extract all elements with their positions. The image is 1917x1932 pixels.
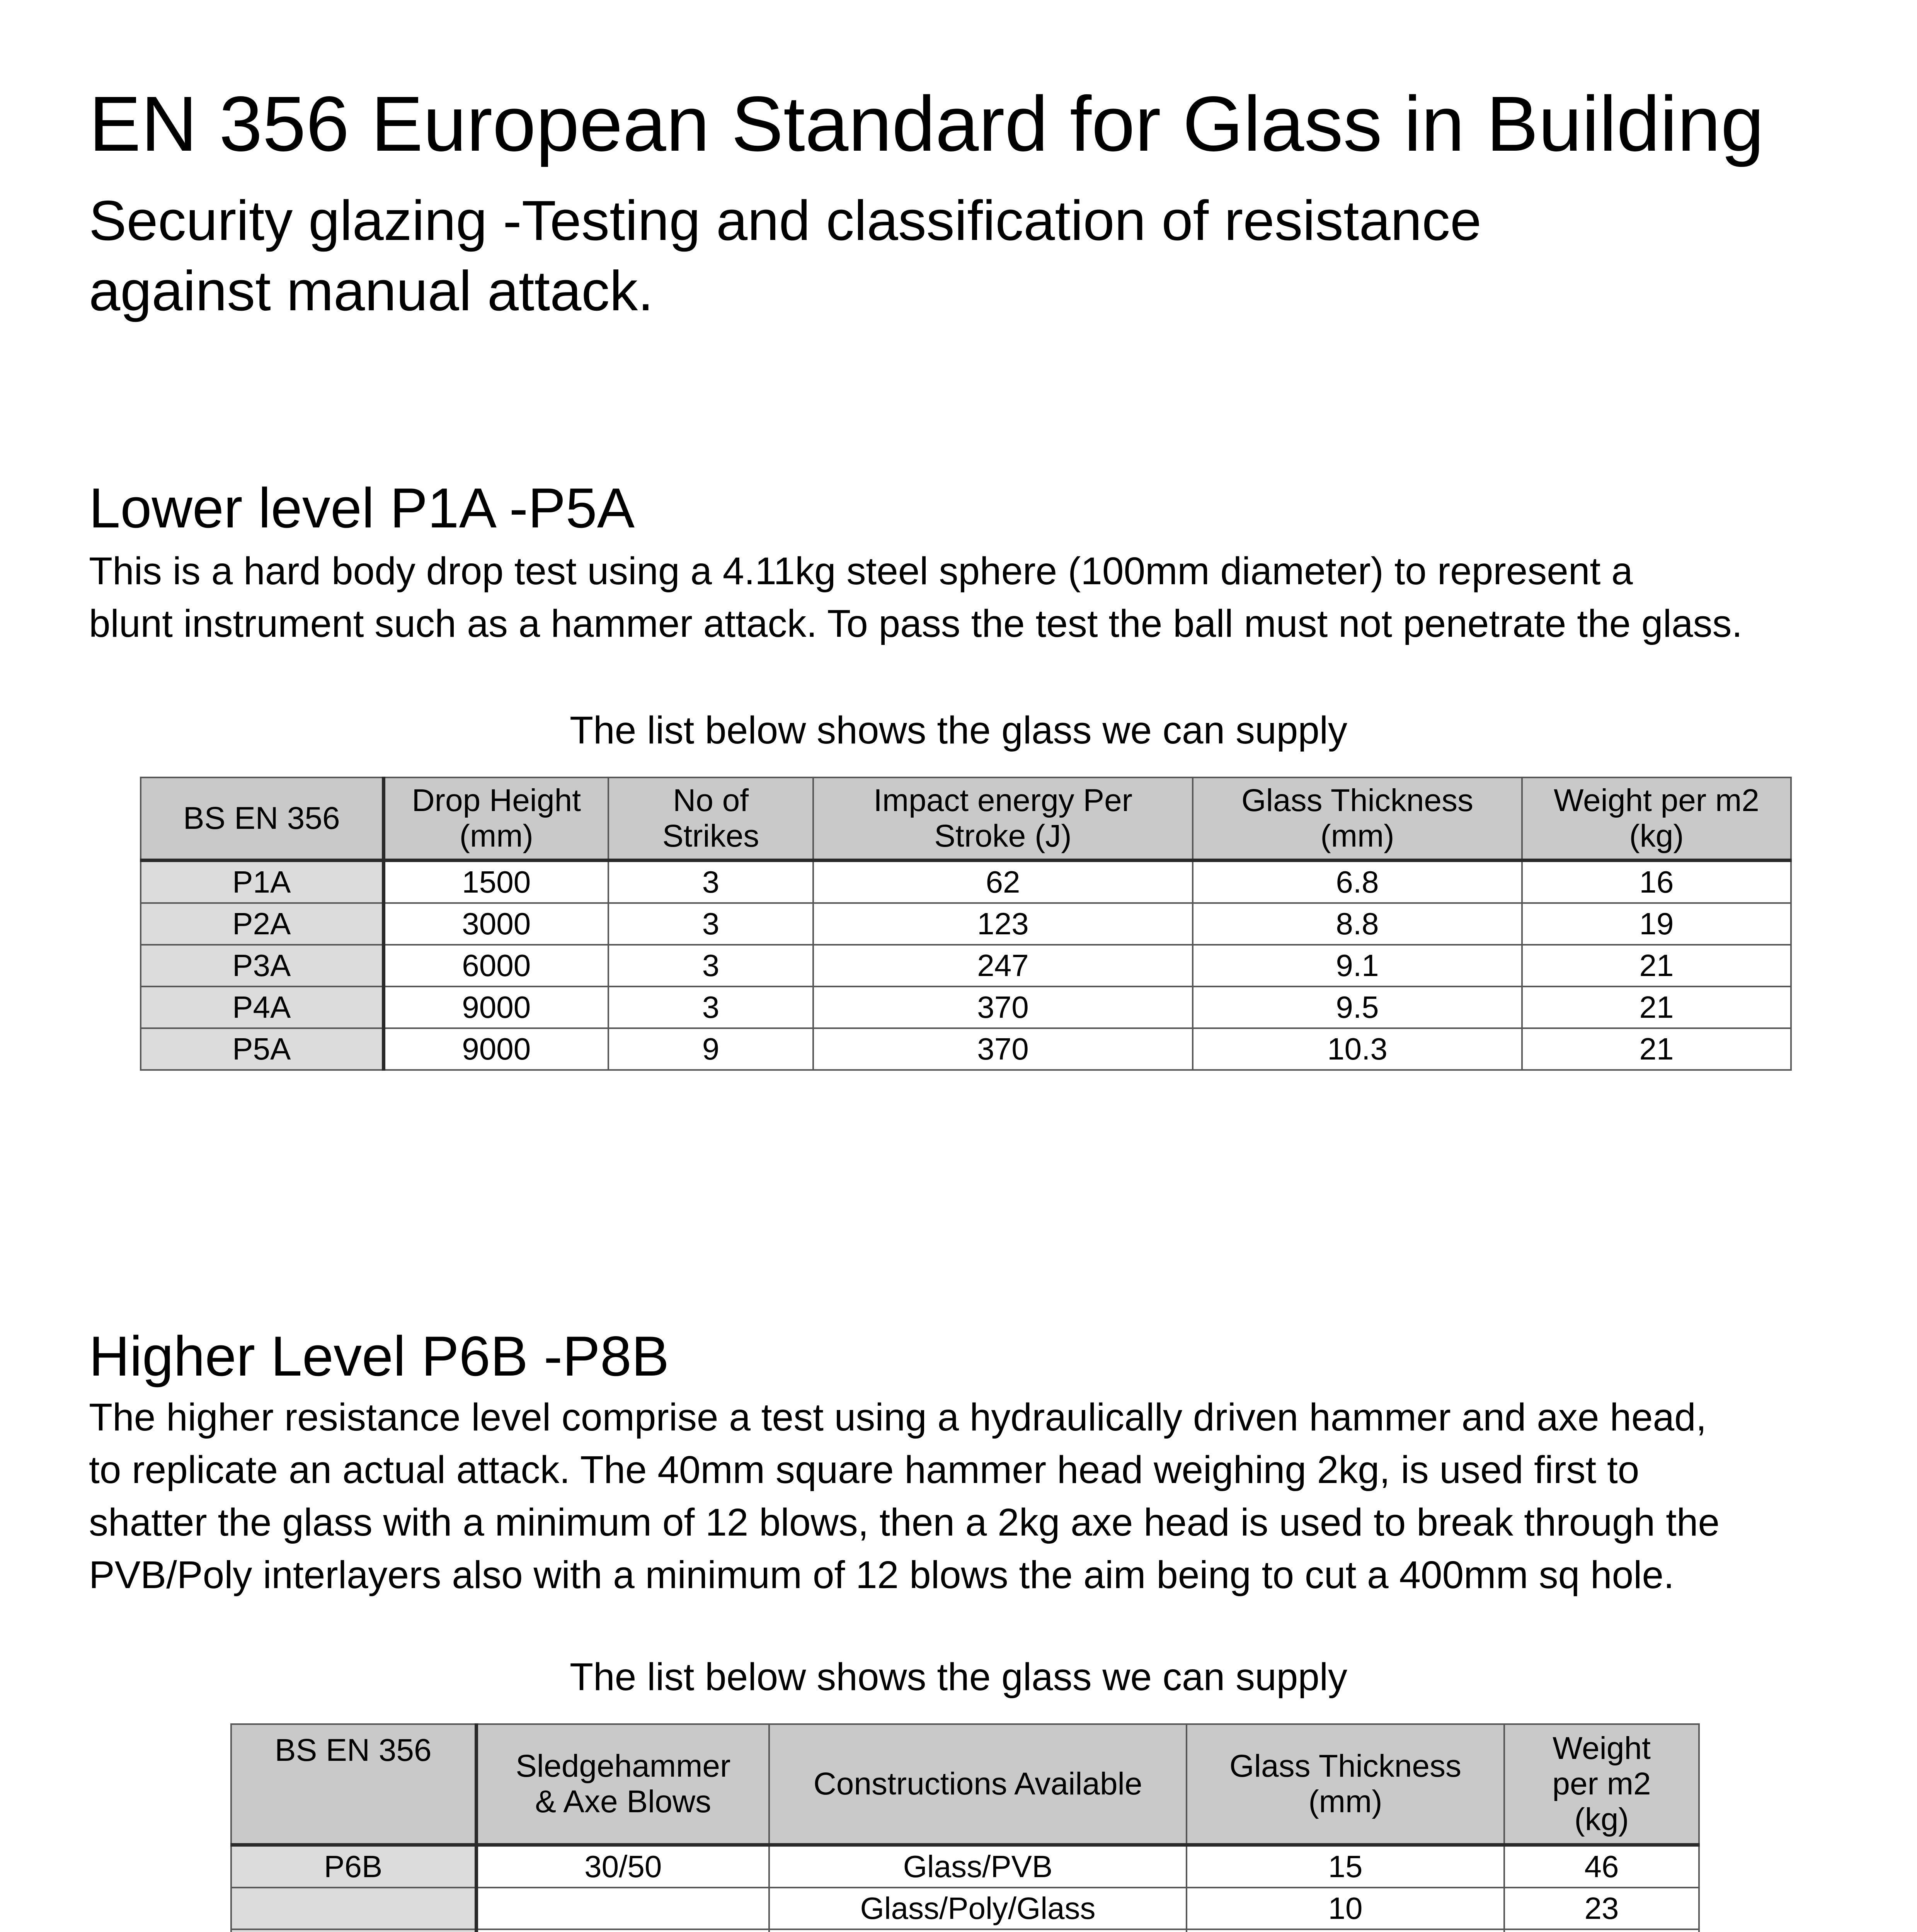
table-cell: Glass/PVB bbox=[769, 1845, 1187, 1888]
lower-table-caption: The list below shows the glass we can supply bbox=[569, 709, 1348, 752]
table-row bbox=[141, 903, 1791, 945]
table-cell: 6000 bbox=[383, 945, 608, 986]
table-row bbox=[231, 1929, 1699, 1932]
column-header: Impact energy Per Stroke (J) bbox=[813, 777, 1193, 861]
table-row bbox=[141, 1028, 1791, 1070]
table-cell: 1500 bbox=[383, 861, 608, 903]
column-header: Glass Thickness (mm) bbox=[1193, 777, 1522, 861]
column-header: Constructions Available bbox=[769, 1724, 1187, 1845]
grade-cell: P1A bbox=[141, 861, 383, 903]
description-line: This is a hard body drop test using a 4.11kg steel sphere (100mm diameter) to represent a bbox=[89, 549, 1633, 593]
table-cell: 3 bbox=[608, 861, 813, 903]
column-header: No of Strikes bbox=[608, 777, 813, 861]
table-row bbox=[231, 1888, 1699, 1929]
table-cell: 10.3 bbox=[1193, 1028, 1522, 1070]
higher-table-caption: The list below shows the glass we can supply bbox=[569, 1655, 1348, 1699]
subtitle-line: Security glazing -Testing and classification of resistance bbox=[89, 189, 1482, 252]
table-cell: 123 bbox=[813, 903, 1193, 945]
table-cell: 247 bbox=[813, 945, 1193, 986]
table-cell: 30/50 bbox=[476, 1845, 769, 1888]
grade-cell bbox=[231, 1929, 476, 1932]
table-cell: 15 bbox=[1187, 1845, 1504, 1888]
higher-level-heading: Higher Level P6B -P8B bbox=[89, 1325, 669, 1388]
table-cell: Glass/Poly/Glass bbox=[769, 1888, 1187, 1929]
lower-level-table bbox=[140, 777, 1792, 1071]
page-title: EN 356 European Standard for Glass in Building bbox=[89, 80, 1764, 167]
grade-cell: P5A bbox=[141, 1028, 383, 1070]
table-cell: 9.1 bbox=[1193, 945, 1522, 986]
column-header: Glass Thickness (mm) bbox=[1187, 1724, 1504, 1845]
table-cell bbox=[476, 1888, 769, 1929]
table-cell bbox=[1504, 1929, 1699, 1932]
table-cell: 3000 bbox=[383, 903, 608, 945]
table-cell: 3 bbox=[608, 986, 813, 1028]
table-header-row bbox=[141, 777, 1791, 861]
description-line: to replicate an actual attack. The 40mm square hammer head weighing 2kg, is used first to bbox=[89, 1448, 1639, 1492]
description-line: The higher resistance level comprise a test using a hydraulically driven hammer and axe head, bbox=[89, 1396, 1707, 1439]
column-header: Weight per m2 (kg) bbox=[1522, 777, 1791, 861]
table-row bbox=[231, 1845, 1699, 1888]
description-line: PVB/Poly interlayers also with a minimum of 12 blows the aim being to cut a 400mm sq hole. bbox=[89, 1553, 1674, 1597]
table-cell: 46 bbox=[1504, 1845, 1699, 1888]
table-cell: 6.8 bbox=[1193, 861, 1522, 903]
table-cell: 19 bbox=[1522, 903, 1791, 945]
column-header: Drop Height (mm) bbox=[383, 777, 608, 861]
table-cell: 370 bbox=[813, 986, 1193, 1028]
lower-level-description bbox=[89, 545, 1867, 650]
table-cell: 9000 bbox=[383, 986, 608, 1028]
subtitle-line: against manual attack. bbox=[89, 259, 654, 322]
lower-level-heading: Lower level P1A -P5A bbox=[89, 476, 635, 539]
column-header: Sledgehammer & Axe Blows bbox=[476, 1724, 769, 1845]
table-row bbox=[141, 861, 1791, 903]
table-cell: 3 bbox=[608, 903, 813, 945]
grade-cell: P6B bbox=[231, 1845, 476, 1888]
table-cell: 8.8 bbox=[1193, 903, 1522, 945]
grade-cell: P2A bbox=[141, 903, 383, 945]
grade-cell: P4A bbox=[141, 986, 383, 1028]
table-row bbox=[141, 986, 1791, 1028]
grade-cell bbox=[231, 1888, 476, 1929]
table-cell: 21 bbox=[1522, 1028, 1791, 1070]
table-cell: 9.5 bbox=[1193, 986, 1522, 1028]
table-cell: 3 bbox=[608, 945, 813, 986]
column-header: BS EN 356 bbox=[231, 1724, 476, 1845]
column-header: BS EN 356 bbox=[141, 777, 383, 861]
table-cell: 10 bbox=[1187, 1888, 1504, 1929]
description-line: shatter the glass with a minimum of 12 blows, then a 2kg axe head is used to break through the bbox=[89, 1501, 1720, 1544]
table-cell: 23 bbox=[1504, 1888, 1699, 1929]
table-header-row bbox=[231, 1724, 1699, 1845]
table-cell: 370 bbox=[813, 1028, 1193, 1070]
page-subtitle bbox=[89, 185, 1712, 326]
table-cell: 9 bbox=[608, 1028, 813, 1070]
table-cell bbox=[769, 1929, 1187, 1932]
grade-cell: P3A bbox=[141, 945, 383, 986]
higher-level-description bbox=[89, 1391, 1867, 1601]
description-line: blunt instrument such as a hammer attack. To pass the test the ball must not penetrate the glass. bbox=[89, 602, 1743, 645]
table-cell: 16 bbox=[1522, 861, 1791, 903]
table-row bbox=[141, 945, 1791, 986]
table-cell: 21 bbox=[1522, 945, 1791, 986]
table-cell: 62 bbox=[813, 861, 1193, 903]
table-cell: 9000 bbox=[383, 1028, 608, 1070]
higher-level-table bbox=[230, 1723, 1700, 1932]
table-cell: 21 bbox=[1522, 986, 1791, 1028]
column-header: Weight per m2 (kg) bbox=[1504, 1724, 1699, 1845]
table-cell bbox=[476, 1929, 769, 1932]
table-cell bbox=[1187, 1929, 1504, 1932]
